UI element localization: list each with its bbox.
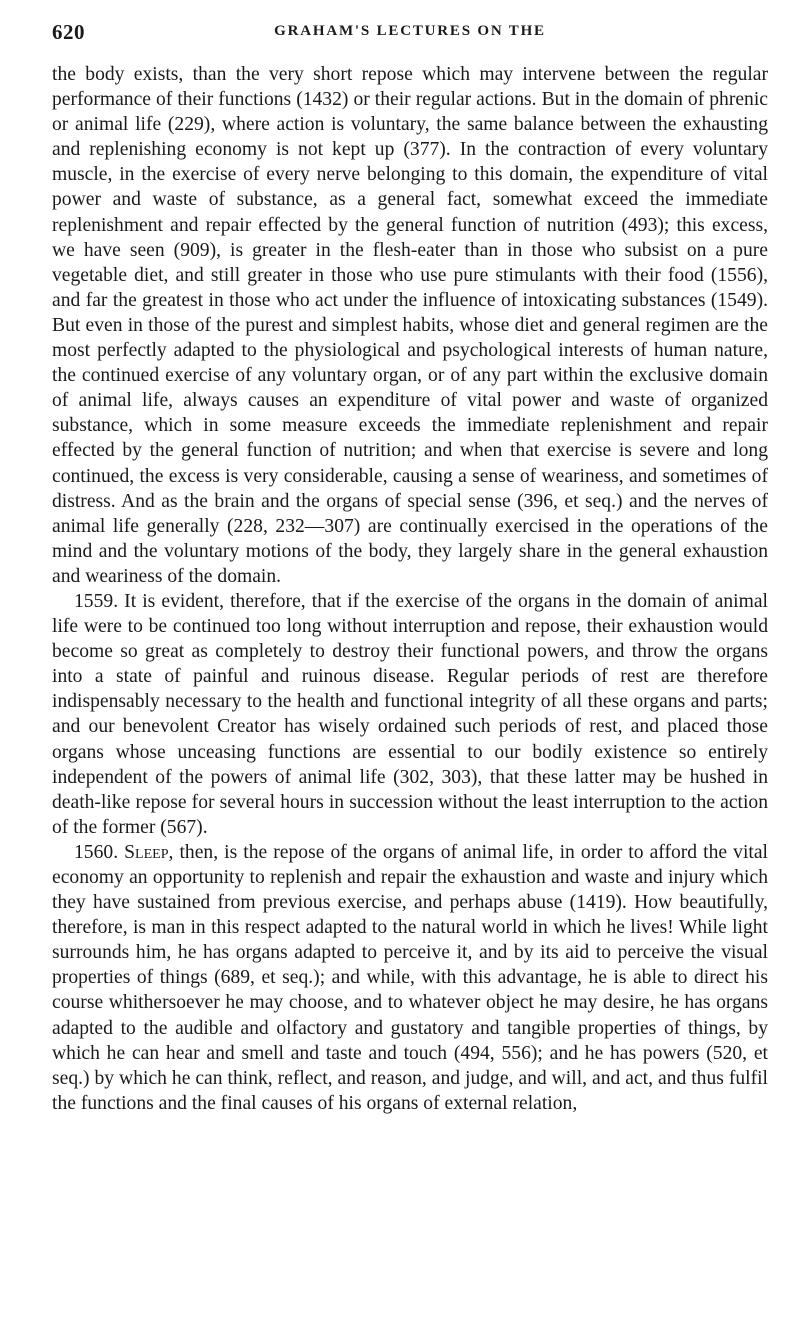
paragraph-1559: 1559. It is evident, therefore, that if the exercise of the organs in the domain of animal life were to be continued too long without interruption and repose, their exhaustion would become so great as completely to destroy their functional powers, and throw the organs into a state of painful and ruinous disease. Regular periods of rest are therefore indispensably necessary to the health and functional integrity of all these organs and parts; and our benevolent Creator has wisely ordained such periods of rest, and placed those organs whose unceasing functions are essential to our bodily existence so entirely independent of the powers of animal life (302, 303), that these latter may be hushed in death-like repose for several hours in succession without the least interruption to the action of the former (567).	[52, 590, 768, 838]
running-head: GRAHAM'S LECTURES ON THE	[274, 23, 546, 39]
page-number: 620	[52, 20, 85, 44]
book-page	[52, 14, 768, 1116]
body-text	[52, 62, 768, 1116]
page-header	[52, 14, 768, 48]
paragraph-continuation: the body exists, than the very short repose which may intervene between the regular performance of their functions (1432) or their regular actions. But in the domain of phrenic or animal life (229), where action is voluntary, the same balance between the exhausting and replenishing economy is not kept up (377). In the contraction of every voluntary muscle, in the exercise of every nerve belonging to this domain, the expenditure of vital power and waste of substance, as a general fact, somewhat exceed the immediate replenishment and repair effected by the general function of nutrition (493); this excess, we have seen (909), is greater in the flesh-eater than in those who subsist on a pure vegetable diet, and still greater in those who use pure stimulants with their food (1556), and far the greatest in those who act under the influence of intoxicating substances (1549). But even in those of the purest and simplest habits, whose diet and general regimen are the most perfectly adapted to the physiological and psychological interests of human nature, the continued exercise of any voluntary organ, or of any part within the exclusive domain of animal life, always causes an expenditure of vital power and waste of organized substance, which in some measure exceeds the immediate replenishment and repair effected by the general function of nutrition; and when that exercise is severe and long continued, the excess is very considerable, causing a sense of weariness, and sometimes of distress. And as the brain and the organs of special sense (396, et seq.) and the nerves of animal life generally (228, 232—307) are continually exercised in the operations of the mind and the voluntary motions of the body, they largely share in the general exhaustion and weariness of the domain.	[52, 64, 768, 587]
paragraph-heading: Sleep,	[124, 841, 174, 863]
paragraph-1560	[52, 840, 768, 1116]
paragraph-text: then, is the repose of the organs of animal life, in order to afford the vital economy an opportunity to replenish and repair the exhaustion and waste and injury which they have sustained from previous exercise, and perhaps abuse (1419). How beautifully, therefore, is man in this respect adapted to the natural world in which he lives! While light surrounds him, he has organs adapted to perceive it, and by its aid to perceive the visual properties of things (689, et seq.); and while, with this advantage, he is able to direct his course whithersoever he may choose, and to whatever object he may desire, he has organs adapted to the audible and olfactory and gustatory and tangible properties of things, by which he can hear and smell and taste and touch (494, 556); and he has powers (520, et seq.) by which he can think, reflect, and reason, and judge, and will, and act, and thus fulfil the functions and the final causes of his organs of external relation,	[52, 841, 768, 1114]
paragraph-number: 1560.	[74, 841, 119, 863]
